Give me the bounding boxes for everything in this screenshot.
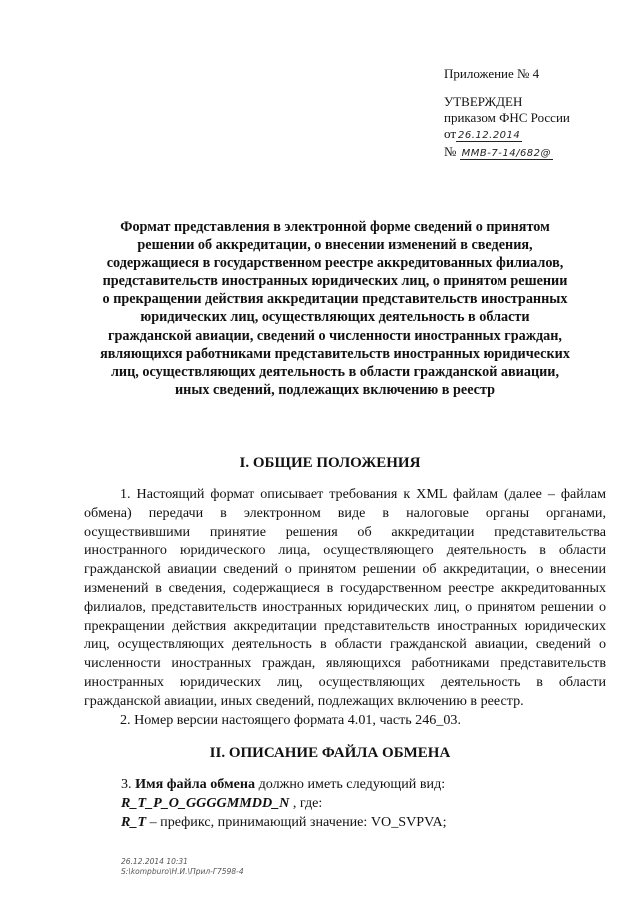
paragraph-2: 2. Номер версии настоящего формата 4.01, часть 246_03. xyxy=(120,711,461,728)
footer-timestamp: 26.12.2014 10:31 xyxy=(121,857,188,866)
file-name-pattern-suffix: , где: xyxy=(289,795,323,811)
approved-label: УТВЕРЖДЕН xyxy=(444,94,523,109)
item-3-rest: должно иметь следующий вид: xyxy=(255,776,446,792)
prefix-description: – префикс, принимающий значение: VO_SVPVA; xyxy=(146,814,447,830)
annex-number: Приложение № 4 xyxy=(444,66,540,81)
item-3-bold: Имя файла обмена xyxy=(135,776,256,792)
section-1-heading: I. ОБЩИЕ ПОЛОЖЕНИЯ xyxy=(239,455,421,471)
section-2-heading: II. ОПИСАНИЕ ФАЙЛА ОБМЕНА xyxy=(209,745,451,761)
footer-stamp xyxy=(121,857,244,877)
approval-block xyxy=(444,66,624,162)
prefix-line xyxy=(121,813,447,832)
section-1-body xyxy=(84,485,606,729)
document-title: Формат представления в электронной форме сведений о принятом решении об аккредитации, о внесении изменений в сведения, содержащиеся в государственном реестре аккредитованных филиалов, представительств иностранных юридических лиц, о принятом решении о прекращении действия аккредитации представительств иностранных юридических лиц, осуществляющих деятельность в области гражданской авиации, сведений о численности иностранных граждан, являющихся работниками представительств иностранных юридических лиц, осуществляющих деятельность в области гражданской авиации, иных сведений, подлежащих включению в реестр xyxy=(100,219,570,398)
item-3-prefix: 3. xyxy=(121,776,136,792)
order-date-line xyxy=(444,126,624,144)
order-label: приказом ФНС России xyxy=(444,110,570,125)
file-name-pattern: R_T_P_O_GGGGMMDD_N xyxy=(121,795,290,811)
file-name-pattern-line xyxy=(121,794,322,813)
prefix-code: R_T xyxy=(121,814,147,830)
number-prefix: № xyxy=(444,144,457,159)
order-number-line xyxy=(444,144,624,162)
paragraph-1: 1. Настоящий формат описывает требования к XML файлам (далее – файлам обмена) передачи в электронном виде в налоговые органы органами, осуществившими принятие решения об аккредитации представительства иностранного юридического лица, осуществляющего деятельность в области гражданской авиации сведений о принятом решении об аккредитации, о внесении изменений в сведения, содержащиеся в государственном реестре аккредитованных филиалов, представительств иностранных юридических лиц, о принятом решении о прекращении действия аккредитации представительств иностранных юридических лиц, осуществляющих деятельность в области гражданской авиации, сведений о численности иностранных граждан, являющихся работниками представительств иностранных юридических лиц, осуществляющих деятельность в области гражданской авиации, иных сведений, подлежащих включению в реестр. xyxy=(84,486,606,709)
handwritten-number: ММВ-7-14/682@ xyxy=(461,148,552,159)
date-prefix: от xyxy=(444,126,457,141)
item-3 xyxy=(121,775,445,794)
footer-path: S:\kompburo\Н.И.\Прил-Г7598-4 xyxy=(121,867,244,876)
handwritten-date: 26.12.2014 xyxy=(458,130,521,141)
